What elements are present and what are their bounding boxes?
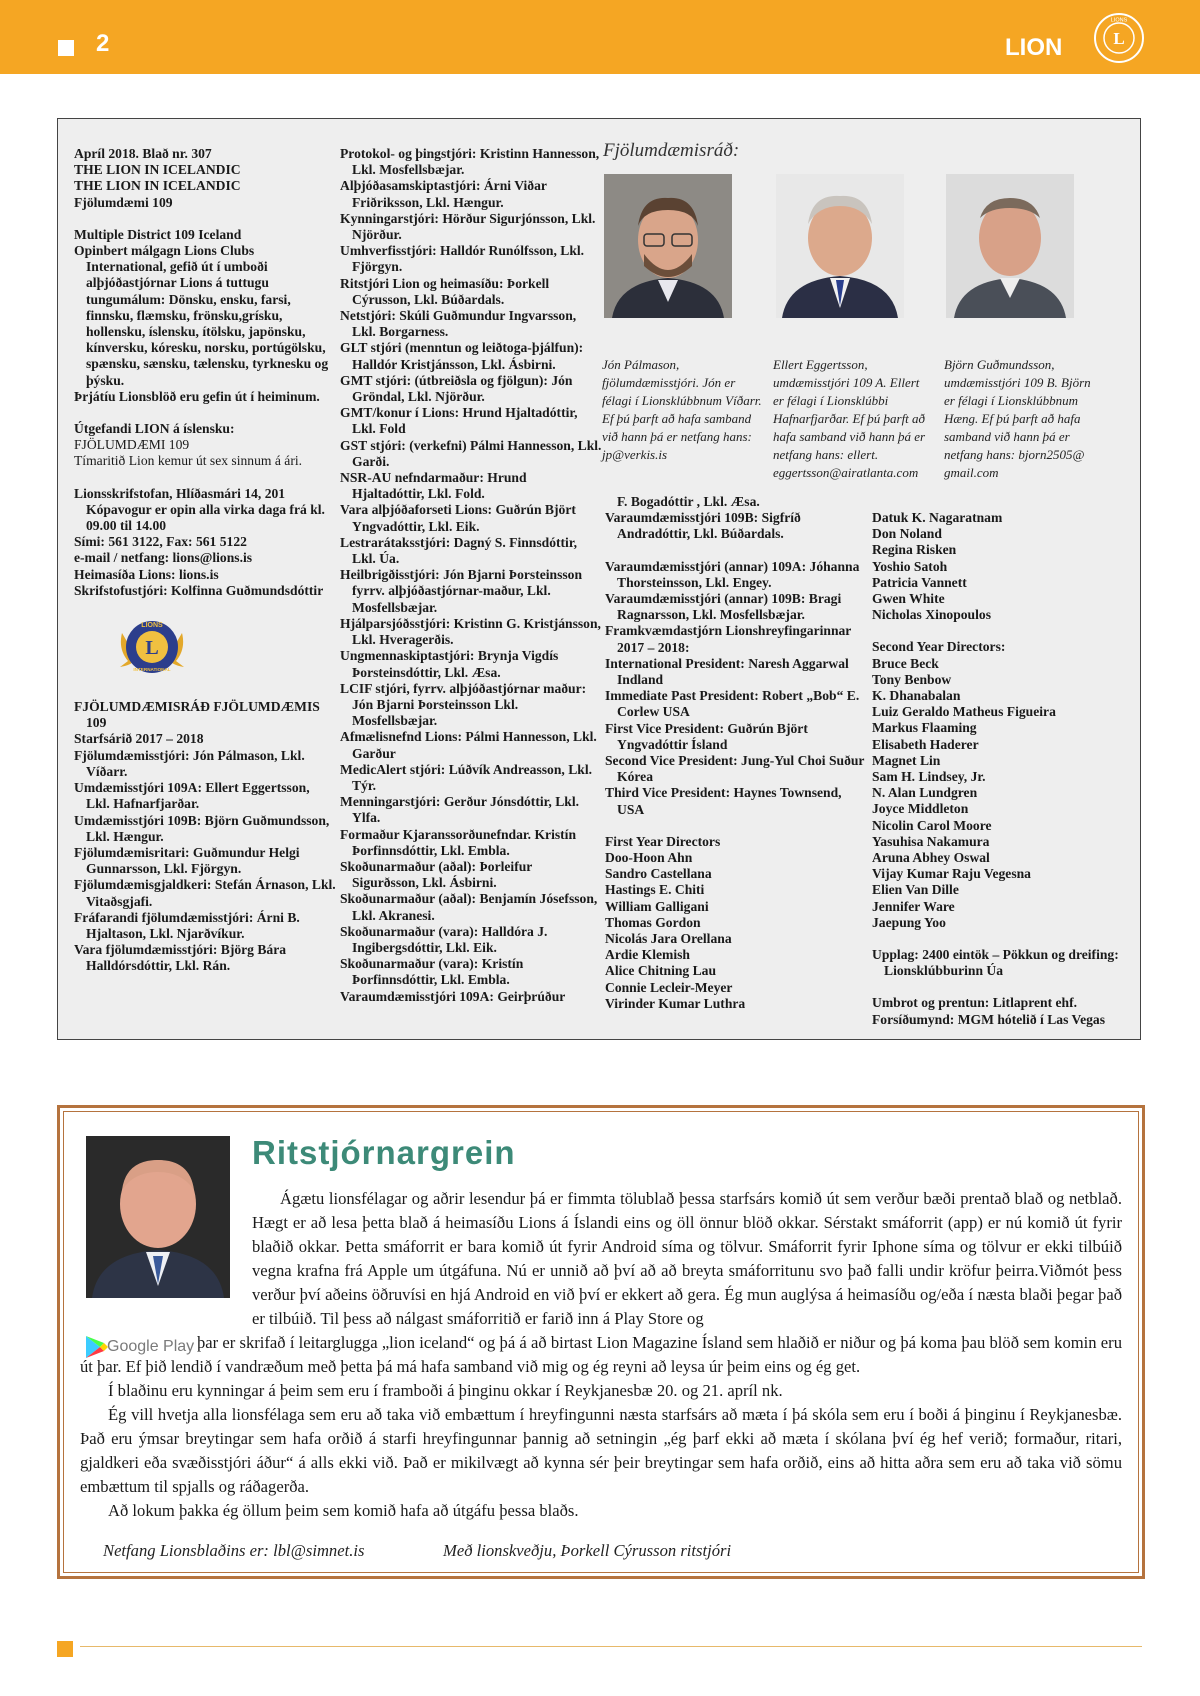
executive-title: Framkvæmdastjórn Lionshreyfingarinnar 2017 – 2018:	[605, 623, 852, 655]
director-item: Jaepung Yoo	[872, 914, 946, 930]
director-item: Connie Lecleir-Meyer	[605, 979, 733, 995]
first-year-title: First Year Directors	[605, 833, 721, 849]
office-email: e-mail / netfang: lions@lions.is	[74, 550, 253, 566]
director-item: Tony Benbow	[872, 671, 952, 687]
officer-item: Protokol- og þingstjóri: Kristinn Hannesson, Lkl. Mosfellsbæjar.	[340, 146, 600, 178]
office-phone: Sími: 561 3122, Fax: 561 5122	[74, 534, 247, 550]
officer-item: Umhverfisstjóri: Halldór Runólfsson, Lkl. Fjörgyn.	[340, 243, 585, 275]
director-item: Luiz Geraldo Matheus Figueira	[872, 704, 1056, 720]
director-item: Hastings E. Chiti	[605, 882, 705, 898]
district-line: Fjölumdæmi 109	[74, 194, 173, 210]
footer-rule	[80, 1646, 1142, 1647]
office-manager: Skrifstofustjóri: Kolfinna Guðmundsdóttir	[74, 582, 324, 598]
council-item: Fjölumdæmisritari: Guðmundur Helgi Gunnarsson, Lkl. Fjörgyn.	[74, 844, 300, 877]
svg-text:LIONS: LIONS	[141, 622, 163, 630]
vice-district-governor: Varaumdæmisstjóri (annar) 109A: Jóhanna Thorsteinsson, Lkl. Engey.	[605, 558, 860, 590]
director-item: Gwen White	[872, 591, 945, 607]
director-item: Elisabeth Haderer	[872, 736, 979, 752]
council-item: Fjölumdæmisstjóri: Jón Pálmason, Lkl. Víðarr.	[74, 747, 305, 779]
google-play-label: Google Play	[107, 1338, 195, 1355]
officer-item: Heilbrigðisstjóri: Jón Bjarni Þorsteinsson fyrrv. alþjóðastjórnar-maður, Lkl. Mosfellsbæjar.	[340, 567, 583, 615]
editorial-paragraph-1a	[252, 1187, 1122, 1331]
vice-district-governor: Varaumdæmisstjóri (annar) 109B: Bragi Ragnarsson, Lkl. Mosfellsbæjar.	[605, 591, 842, 623]
director-item: Yasuhisa Nakamura	[872, 833, 990, 849]
officer-continued: F. Bogadóttir , Lkl. Æsa.	[617, 494, 760, 509]
executive-item: Second Vice President: Jung-Yul Choi Suður Kórea	[605, 753, 865, 785]
print-run: Upplag: 2400 eintök – Pökkun og dreifing: Lionsklúbburinn Úa	[872, 947, 1119, 979]
editorial-text: Ágætu lionsfélagar og aðrir lesendur þá er fimmta tölublað þessa starfsárs komið út sem verður bæði prentað blað og netblað. Hægt er að lesa þetta blað á heimasíðu Lions á Íslandi eins og öll önnur blöð okkar. Sérstakt smáforrit (app) er nú komið út fyrir blaðið okkar. Þetta smáforrit er bara komið út fyrir Android síma og tölvur. Smáforrit fyrir Iphone síma og tölvur er ekki tilbúið vegna krafna frá Apple um útgáfuna. Nú er unnið að því að að breyta smáforritunu svo það falli undir kröfur þeirra.Viðmót þess verður því aðeins öðruvísi en hjá Android en við því er ekkert að gera. Ég mun auglýsa á heimasíðu og/eða í næsta blaði þegar það er tilbúið. Til þess að nálgast smáforritið er farið inn á Play Store og	[252, 1189, 1122, 1328]
footer-square	[57, 1641, 73, 1657]
editorial-body	[80, 1331, 1122, 1523]
director-item: Alice Chitning Lau	[605, 963, 717, 979]
svg-text:INTERNATIONAL: INTERNATIONAL	[133, 667, 171, 673]
council-item: Fráfarandi fjölumdæmisstjóri: Árni B. Hjaltason, Lkl. Njarðvíkur.	[74, 909, 300, 941]
caption-ellert-eggertsson: Ellert Eggertsson, umdæmisstjóri 109 A. Ellert er félagi í Lionsklúbbi Hafnarfjarðar. Ef þú þarft að hafa samband við hann þá er netfang hans: ellert. eggertsson@airatlanta.com	[773, 357, 926, 480]
director-item: Markus Flaaming	[872, 720, 977, 736]
officer-item: Afmælisnefnd Lions: Pálmi Hannesson, Lkl. Garður	[340, 729, 597, 761]
officer-item: Kynningarstjóri: Hörður Sigurjónsson, Lkl. Njörður.	[340, 210, 596, 243]
director-item: Ardie Klemish	[605, 947, 690, 963]
lions-international-emblem-icon	[114, 613, 190, 685]
director-item: Joyce Middleton	[872, 801, 969, 817]
officer-item: Varaumdæmisstjóri 109A: Geirþrúður	[340, 988, 566, 1004]
cover-credit: Forsíðumynd: MGM hótelið í Las Vegas	[872, 1011, 1105, 1027]
executive-item: Third Vice President: Haynes Townsend, USA	[605, 785, 842, 817]
portrait-ellert-eggertsson	[776, 174, 904, 318]
thirty-magazines: Þrjátíu Lionsblöð eru gefin út í heiminum.	[74, 388, 320, 404]
md-title: Multiple District 109 Iceland	[74, 226, 242, 242]
title-line-2: THE LION IN ICELANDIC	[74, 178, 241, 194]
director-item: Bruce Beck	[872, 655, 939, 671]
director-item: Nicolás Jara Orellana	[605, 931, 732, 947]
director-item: Nicholas Xinopoulos	[872, 607, 991, 623]
director-item: Don Noland	[872, 526, 942, 542]
officer-item: GLT stjóri (menntun og leiðtoga-þjálfun): Halldór Kristjánsson, Lkl. Ásbirni.	[340, 340, 584, 372]
vice-district-governor: Varaumdæmisstjóri 109B: Sigfríð Andradóttir, Lkl. Búðardals.	[605, 510, 801, 542]
publication-description: Opinbert málgagn Lions Clubs International, gefið út í umboði alþjóðastjórnar Lions á tuttugu tungumálum: Dönsku, ensku, farsi, finnsku, flæmsku, frönsku,grísku, hollensku, íslensku, ítölsku, japönsku, kínversku, kóresku, norsku, portúgölsku, spænsku, sænsku, tælensku, tyrknesku og þýsku.	[74, 243, 329, 388]
svg-text:L: L	[1113, 29, 1125, 48]
officer-item: Skoðunarmaður (vara): Halldóra J. Ingibergsdóttir, Lkl. Eik.	[340, 923, 548, 955]
director-item: William Galligani	[605, 898, 709, 914]
portrait-jon-palmason	[604, 174, 732, 318]
title-line-1: THE LION IN ICELANDIC	[74, 162, 241, 178]
editorial-text: Ég vill hvetja alla lionsfélaga sem eru að taka við embættum í hreyfingunni næsta starfsárs að mæta í þá skóla sem eru í boði á þinginu í Reykjanesbæ. Það eru ýmsar breytingar sem hafa orðið á starfi hreyfingunnar þannig að setningin „ég þarf ekki að mæta í skólana því ég hef verið; formaður, ritari, gjaldkeri eða svæðisstjóri áður“ á alls ekki við. Það er mikilvægt að kynna sér þeir breytingar sem hafa orðið, eins að hitta aðra sem eru að taka við sömu embættum til spjalls og ráðagerða.	[80, 1405, 1122, 1496]
editorial-text: Að lokum þakka ég öllum þeim sem komið hafa að útgáfu þessa blaðs.	[108, 1501, 579, 1520]
director-item: Datuk K. Nagaratnam	[872, 510, 1003, 525]
publisher-label: Útgefandi LION á íslensku:	[74, 421, 235, 437]
council-item: Umdæmisstjóri 109A: Ellert Eggertsson, Lkl. Hafnarfjarðar.	[74, 780, 310, 812]
council-item: Vara fjölumdæmisstjóri: Björg Bára Halldórsdóttir, Lkl. Rán.	[74, 942, 287, 974]
editorial-signature: Með lionskveðju, Þorkell Cýrusson ritstjóri	[443, 1541, 732, 1560]
officer-item: Lestrarátaksstjóri: Dagný S. Finnsdóttir, Lkl. Úa.	[340, 534, 578, 567]
editorial-title: Ritstjórnargrein	[252, 1134, 516, 1171]
publication-frequency: Tímaritið Lion kemur út sex sinnum á ári.	[74, 453, 303, 469]
officer-item: Netstjóri: Skúli Guðmundur Ingvarsson, Lkl. Borgarness.	[340, 308, 577, 340]
page-number: 2	[96, 30, 110, 57]
office-website: Heimasíða Lions: lions.is	[74, 566, 219, 582]
director-item: Thomas Gordon	[605, 914, 701, 930]
masthead-column-1	[74, 146, 336, 975]
printing-credit: Umbrot og prentun: Litlaprent ehf.	[872, 995, 1078, 1011]
director-item: Virinder Kumar Luthra	[605, 995, 746, 1011]
director-item: Jennifer Ware	[872, 898, 955, 914]
director-item: K. Dhanabalan	[872, 688, 961, 704]
executive-item: Immediate Past President: Robert „Bob“ E. Corlew USA	[605, 688, 860, 720]
director-item: Doo-Hoon Ahn	[605, 850, 693, 866]
publisher-name: FJÖLUMDÆMI 109	[74, 437, 190, 453]
editorial-email: Netfang Lionsblaðins er: lbl@simnet.is	[103, 1541, 365, 1560]
portrait-bjorn-gudmundsson	[946, 174, 1074, 318]
second-year-title: Second Year Directors:	[872, 639, 1006, 655]
council-year: Starfsárið 2017 – 2018	[74, 731, 204, 747]
director-item: Sandro Castellana	[605, 866, 712, 882]
director-item: Aruna Abhey Oswal	[872, 850, 990, 866]
director-item: Regina Risken	[872, 542, 957, 558]
director-item: N. Alan Lundgren	[872, 785, 978, 801]
officer-item: Menningarstjóri: Gerður Jónsdóttir, Lkl. Ylfa.	[340, 794, 580, 826]
officer-item: Formaður Kjaranssorðunefndar. Kristín Þorfinnsdóttir, Lkl. Embla.	[340, 826, 577, 858]
officer-item: Ungmennaskiptastjóri: Brynja Vigdís Þorsteinsdóttir, Lkl. Æsa.	[340, 648, 559, 680]
council-item: Fjölumdæmisgjaldkeri: Stefán Árnason, Lkl. Vitaðsgjafi.	[74, 877, 336, 909]
council-title: FJÖLUMDÆMISRÁÐ FJÖLUMDÆMIS 109	[74, 699, 320, 731]
masthead-column-4	[872, 510, 1134, 1028]
director-item: Sam H. Lindsey, Jr.	[872, 769, 986, 785]
officer-item: Skoðunarmaður (vara): Kristín Þorfinnsdóttir, Lkl. Embla.	[340, 956, 524, 988]
magazine-brand: LION	[1005, 34, 1063, 61]
header-square	[58, 40, 74, 56]
director-item: Elien Van Dille	[872, 882, 959, 898]
officer-item: Skoðunarmaður (aðal): Þorleifur Sigurðsson, Lkl. Ásbirni.	[340, 858, 533, 891]
caption-jon-palmason: Jón Pálmason, fjölumdæmisstjóri. Jón er félagi í Lionsklúbbnum Víðarr. Ef þú þarft að hafa samband við hann þá er netfang hans: jp@verkis.is	[602, 357, 762, 462]
officer-item: MedicAlert stjóri: Lúðvík Andreasson, Lkl. Týr.	[340, 761, 592, 793]
director-item: Nicolin Carol Moore	[872, 817, 992, 833]
masthead-column-2	[340, 146, 602, 1005]
executive-item: International President: Naresh Aggarwal Indland	[605, 655, 849, 688]
svg-text:LIONS: LIONS	[1110, 17, 1128, 24]
officer-item: Alþjóðasamskiptastjóri: Árni Viðar Friðriksson, Lkl. Hængur.	[340, 178, 547, 210]
officer-item: GST stjóri: (verkefni) Pálmi Hannesson, Lkl. Garði.	[340, 437, 602, 469]
director-item: Patricia Vannett	[872, 574, 967, 590]
editorial-text: Í blaðinu eru kynningar á þeim sem eru í framboði á þinginu okkar í Reykjanesbæ 20. og 21. apríl nk.	[108, 1381, 783, 1400]
header-bar	[0, 0, 1200, 74]
director-item: Magnet Lin	[872, 752, 941, 768]
officer-item: Ritstjóri Lion og heimasíðu: Þorkell Cýrusson, Lkl. Búðardals.	[340, 275, 550, 307]
officer-item: NSR-AU nefndarmaður: Hrund Hjaltadóttir, Lkl. Fold.	[340, 470, 527, 502]
officer-item: GMT/konur í Lions: Hrund Hjaltadóttir, Lkl. Fold	[340, 405, 578, 437]
council-item: Umdæmisstjóri 109B: Björn Guðmundsson, Lkl. Hængur.	[74, 812, 330, 844]
officer-item: Vara alþjóðaforseti Lions: Guðrún Björt Yngvadóttir, Lkl. Eik.	[340, 502, 576, 534]
executive-item: First Vice President: Guðrún Björt Yngvadóttir Ísland	[605, 720, 808, 752]
officer-item: GMT stjóri: (útbreiðsla og fjölgun): Jón Gröndal, Lkl. Njörður.	[340, 372, 573, 405]
officer-item: LCIF stjóri, fyrrv. alþjóðastjórnar maður: Jón Bjarni Þorsteinsson Lkl. Mosfellsbæjar.	[340, 680, 587, 729]
lions-logo-icon	[1093, 12, 1145, 64]
masthead-column-3	[605, 494, 870, 1012]
caption-bjorn-gudmundsson: Björn Guðmundsson, umdæmisstjóri 109 B. Björn er félagi í Lionsklúbbnum Hæng. Ef þú þarft að hafa samband við hann þá er netfang hans: bjorn2505@ gmail.com	[944, 357, 1091, 480]
director-item: Vijay Kumar Raju Vegesna	[872, 866, 1031, 882]
editor-portrait	[86, 1136, 230, 1298]
officer-item: Skoðunarmaður (aðal): Benjamín Jósefsson, Lkl. Akranesi.	[340, 891, 598, 923]
council-heading: Fjölumdæmisráð:	[603, 140, 740, 161]
officer-item: Hjálparsjóðsstjóri: Kristinn G. Kristjánsson, Lkl. Hveragerðis.	[340, 615, 601, 648]
office-address: Lionsskrifstofan, Hlíðasmári 14, 201 Kópavogur er opin alla virka daga frá kl. 09.00 til 14.00	[74, 485, 325, 534]
editorial-text: þar er skrifað í leitarglugga „lion iceland“ og þá á að birtast Lion Magazine Ísland sem hlaðið er niður og þá koma þau blöð sem komin eru út þar. Ef þið lendið í vandræðum með þetta þá má hafa samband við mig og ég reyni að leysa úr þeim eins og ég get.	[80, 1333, 1122, 1376]
svg-text:L: L	[145, 637, 159, 660]
director-item: Yoshio Satoh	[872, 558, 948, 574]
issue-date: Apríl 2018. Blað nr. 307	[74, 146, 212, 161]
